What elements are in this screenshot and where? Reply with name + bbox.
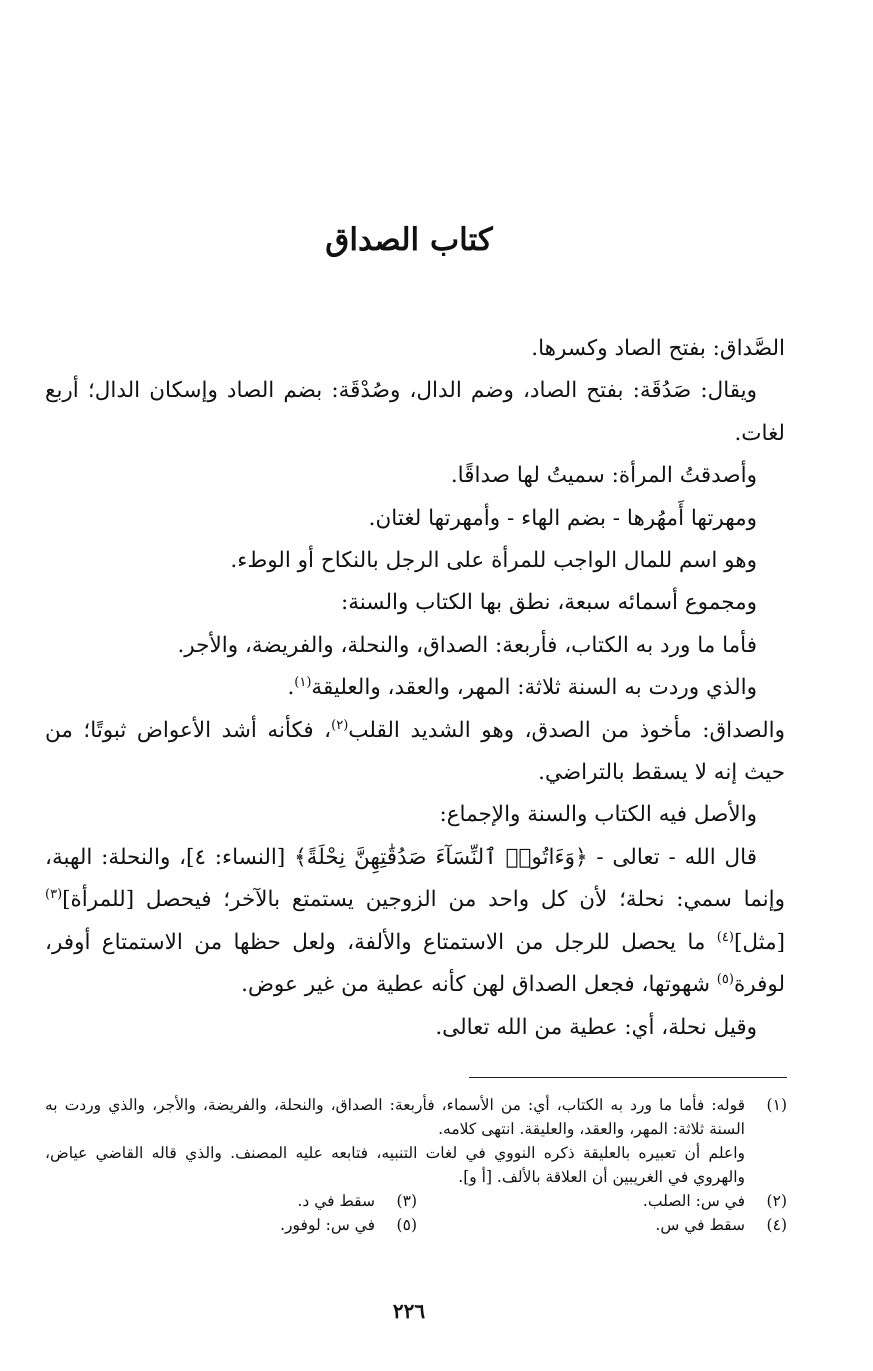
paragraph: وأصدقتُ المرأة: سميتُ لها صداقًا. (450, 463, 757, 489)
footnotes (45, 1093, 787, 1237)
paragraph-text: . (287, 675, 295, 701)
footnote-reference: (٥) (716, 971, 734, 987)
page-number: ٢٢٦ (392, 1299, 426, 1323)
footnote-reference: (١) (294, 675, 312, 691)
paragraph: ويقال: صَدُقَة: بفتح الصاد، وضم الدال، وصُدْقَة: بضم الصاد وإسكان الدال؛ أربع لغات. (45, 378, 785, 446)
footnote-line: واعلم أن تعبيره بالعليقة ذكره النووي في لغات التنبيه، فتابعه عليه المصنف. والذي قاله القاضي عياض، والهروي في الغريبين أن العلاقة بالألف. [أ و]. (45, 1144, 745, 1186)
footnote-pair (45, 1213, 787, 1237)
paragraph: والأصل فيه الكتاب والسنة والإجماع: (439, 802, 757, 828)
chapter-title: كتاب الصداق (325, 222, 493, 258)
paragraph (45, 837, 785, 1007)
footnote-text: في س: لوفور. (280, 1216, 375, 1234)
paragraph: فأما ما ورد به الكتاب، فأربعة: الصداق، والنحلة، والفريضة، والأجر. (177, 632, 757, 658)
footnote-text: سقط في س. (655, 1216, 745, 1234)
footnote-line: قوله: فأما ما ورد به الكتاب، أي: من الأسماء، فأربعة: الصداق، والنحلة، والفريضة، والأجر، والذي وردت به السنة ثلاثة: المهر، والعقد، والعليقة. انتهى كلامه. (45, 1096, 745, 1138)
paragraph-text: والصداق: مأخوذ من الصدق، وهو الشديد القلب (348, 717, 785, 743)
paragraph: وهو اسم للمال الواجب للمرأة على الرجل بالنكاح أو الوطء. (230, 548, 757, 574)
footnote-number: (٣) (396, 1192, 417, 1210)
footnote-reference: (٢) (331, 717, 349, 733)
footnote-number: (٥) (396, 1216, 417, 1234)
footnote-text (45, 1093, 745, 1189)
paragraph-text: ما يحصل للرجل من الاستمتاع والألفة، ولعل حظها من الاستمتاع أوفر، لوفرة (45, 929, 785, 998)
paragraph-text: ، فكأنه أشد الأعواض ثبوتًا؛ من حيث إنه لا يسقط بالتراضي. (45, 717, 785, 786)
body-text (45, 328, 785, 1049)
footnote-reference: (٤) (716, 929, 734, 945)
footnote-number: (٢) (766, 1192, 787, 1210)
footnote-pair (45, 1189, 787, 1213)
paragraph: ومهرتها أَمهُرها - بضم الهاء - وأمهرتها لغتان. (368, 505, 757, 531)
paragraph-text: شهوتها، فجعل الصداق لهن كأنه عطية من غير عوض. (241, 972, 717, 998)
paragraph: ومجموع أسمائه سبعة، نطق بها الكتاب والسنة: (341, 590, 757, 616)
footnote-item (47, 1189, 417, 1213)
footnote-number: (١) (766, 1096, 787, 1114)
paragraph-text: [مثل] (733, 929, 785, 955)
footnote-text: في س: الصلب. (642, 1192, 745, 1210)
footnote-number: (٤) (766, 1216, 787, 1234)
footnote-item (45, 1093, 787, 1189)
paragraph (45, 667, 785, 709)
paragraph (45, 710, 785, 795)
footnote-divider (469, 1077, 787, 1078)
footnote-text: سقط في د. (297, 1192, 375, 1210)
footnote-item (47, 1213, 417, 1237)
footnote-item (417, 1213, 787, 1237)
paragraph-text: والذي وردت به السنة ثلاثة: المهر، والعقد، والعليقة (311, 675, 757, 701)
footnote-item (417, 1189, 787, 1213)
paragraph: وقيل نحلة، أي: عطية من الله تعالى. (435, 1014, 757, 1040)
paragraph: الصَّداق: بفتح الصاد وكسرها. (531, 336, 785, 361)
footnote-reference: (٣) (45, 887, 63, 903)
paragraph-text: قال الله - تعالى - ﴿وَءَاتُوا۟ ٱلنِّسَآءَ صَدُقَٰتِهِنَّ نِحْلَةً﴾ [النساء: ٤]، والنحلة: الهبة، وإنما سمي: نحلة؛ لأن كل واحد من الزوجين يستمتع بالآخر؛ فيحصل [للمرأة] (45, 844, 785, 913)
